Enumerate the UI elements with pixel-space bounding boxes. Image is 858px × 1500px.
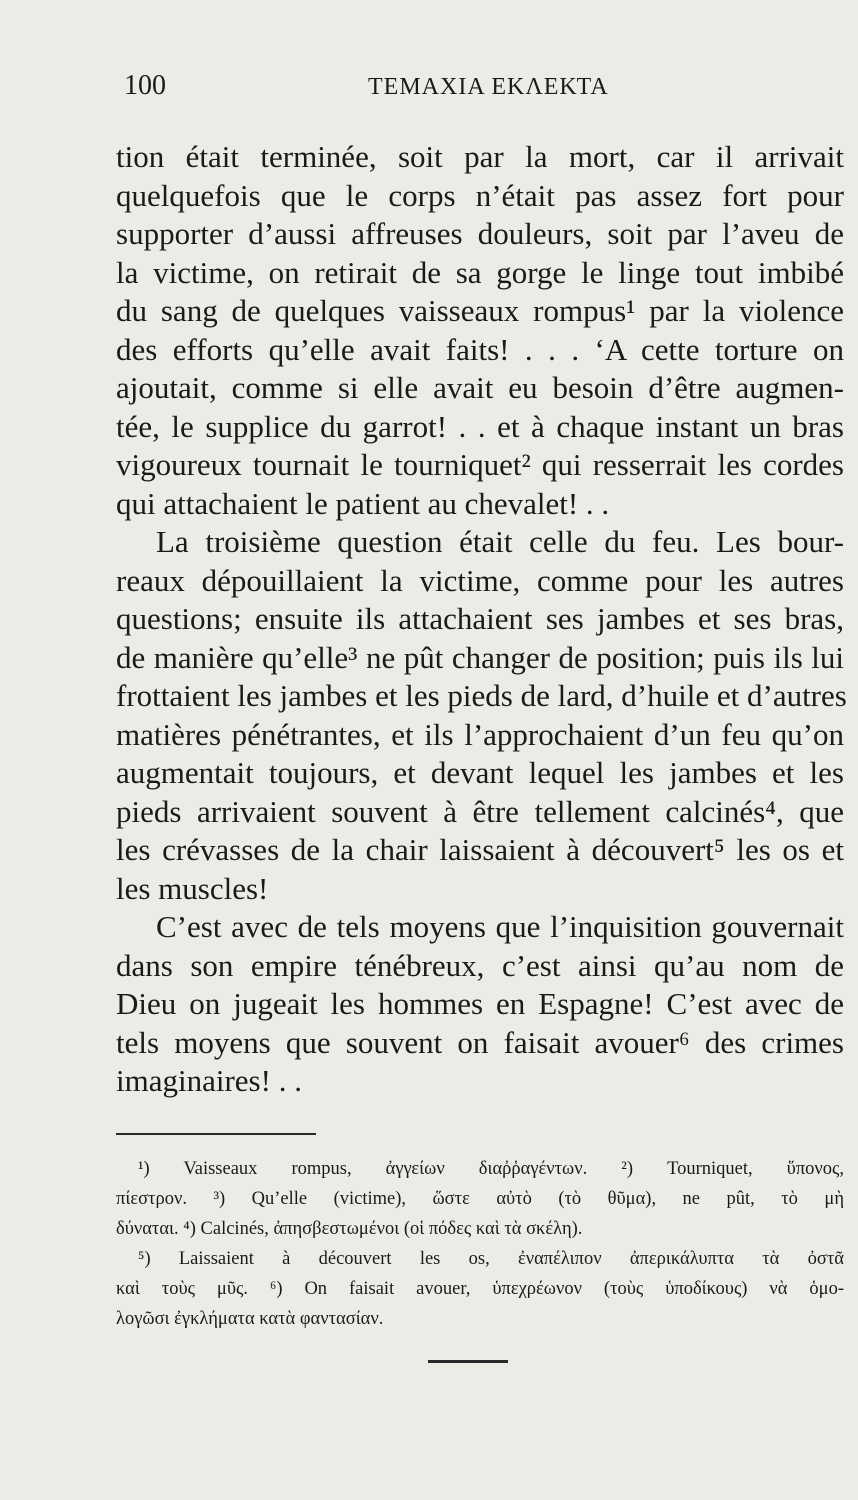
footnote-line: ¹) Vaisseaux rompus, ἀγγείων διαῤῥαγέντων. ²) Tourniquet, ὕπονος, [138,1159,844,1179]
text-line: ajoutait, comme si elle avait eu besoin d’être augmen- [116,370,844,405]
text-line: du sang de quelques vaisseaux rompus¹ par la violence [116,293,844,328]
text-line: tion était terminée, soit par la mort, car il arrivait [116,139,844,174]
end-ornament-rule [428,1360,508,1363]
footnote-line: δύναται. ⁴) Calcinés, ἀπησβεστωμένοι (οἱ πόδες καὶ τὰ σκέλη). [116,1219,583,1239]
text-line: dans son empire ténébreux, c’est ainsi qu’au nom de [116,947,844,983]
footnote-line: καὶ τοὺς μῦς. ⁶) On faisait avouer, ὑπεχρέωνον (τοὺς ὑποδίκους) νὰ ὁμο- [116,1279,844,1299]
page-header [124,70,844,110]
text-line: les muscles! [116,870,269,906]
text-line: les crévasses de la chair laissaient à découvert⁵ les os et [116,832,844,867]
footnote-line: πίεστρον. ³) Qu’elle (victime), ὥστε αὐτὸ (τὸ θῦμα), ne pût, τὸ μὴ [116,1189,844,1209]
text-line: des efforts qu’elle avait faits! . . . ‘A cette torture on [116,331,844,367]
text-line: imaginaires! . . [116,1063,302,1098]
running-title: ΤΕΜΑΧΙΑ ΕΚΛΕΚΤΑ [368,74,609,100]
footnote-line: λογῶσι ἐγκλήματα κατὰ φαντασίαν. [116,1309,384,1329]
text-line: qui attachaient le patient au chevalet! . . [116,485,610,521]
text-line: quelquefois que le corps n’était pas assez fort pour [116,177,844,213]
paragraph-start-line: C’est avec de tels moyens que l’inquisition gouvernait [156,909,844,944]
text-line: tels moyens que souvent on faisait avouer⁶ des crimes [116,1024,844,1060]
footnote-separator [116,1133,316,1135]
text-line: supporter d’aussi affreuses douleurs, soit par l’aveu de [116,216,844,251]
text-line: vigoureux tournait le tourniquet² qui resserrait les cordes [116,447,844,482]
paragraph-start-line: La troisième question était celle du feu. Les bour- [156,524,844,559]
text-line: pieds arrivaient souvent à être tellement calcinés⁴, que [116,793,844,829]
text-line: frottaient les jambes et les pieds de lard, d’huile et d’autres [116,678,847,713]
text-line: reaux dépouillaient la victime, comme pour les autres [116,562,844,598]
text-line: augmentait toujours, et devant lequel les jambes et les [116,755,844,790]
text-line: tée, le supplice du garrot! . . et à chaque instant un bras [116,408,844,444]
text-line: matières pénétrantes, et ils l’approchaient d’un feu qu’on [116,716,844,752]
text-line: questions; ensuite ils attachaient ses jambes et ses bras, [116,601,844,636]
page-number: 100 [124,70,166,101]
text-line: Dieu on jugeait les hommes en Espagne! C’est avec de [116,986,844,1021]
text-line: de manière qu’elle³ ne pût changer de position; puis ils lui [116,639,844,675]
footnotes [116,1154,844,1334]
footnote-line: ⁵) Laissaient à découvert les os, ἐναπέλιπον ἀπερικάλυπτα τὰ ὀστᾶ [138,1249,844,1269]
main-text [116,138,847,1101]
text-line: la victime, on retirait de sa gorge le linge tout imbibé [116,254,844,290]
